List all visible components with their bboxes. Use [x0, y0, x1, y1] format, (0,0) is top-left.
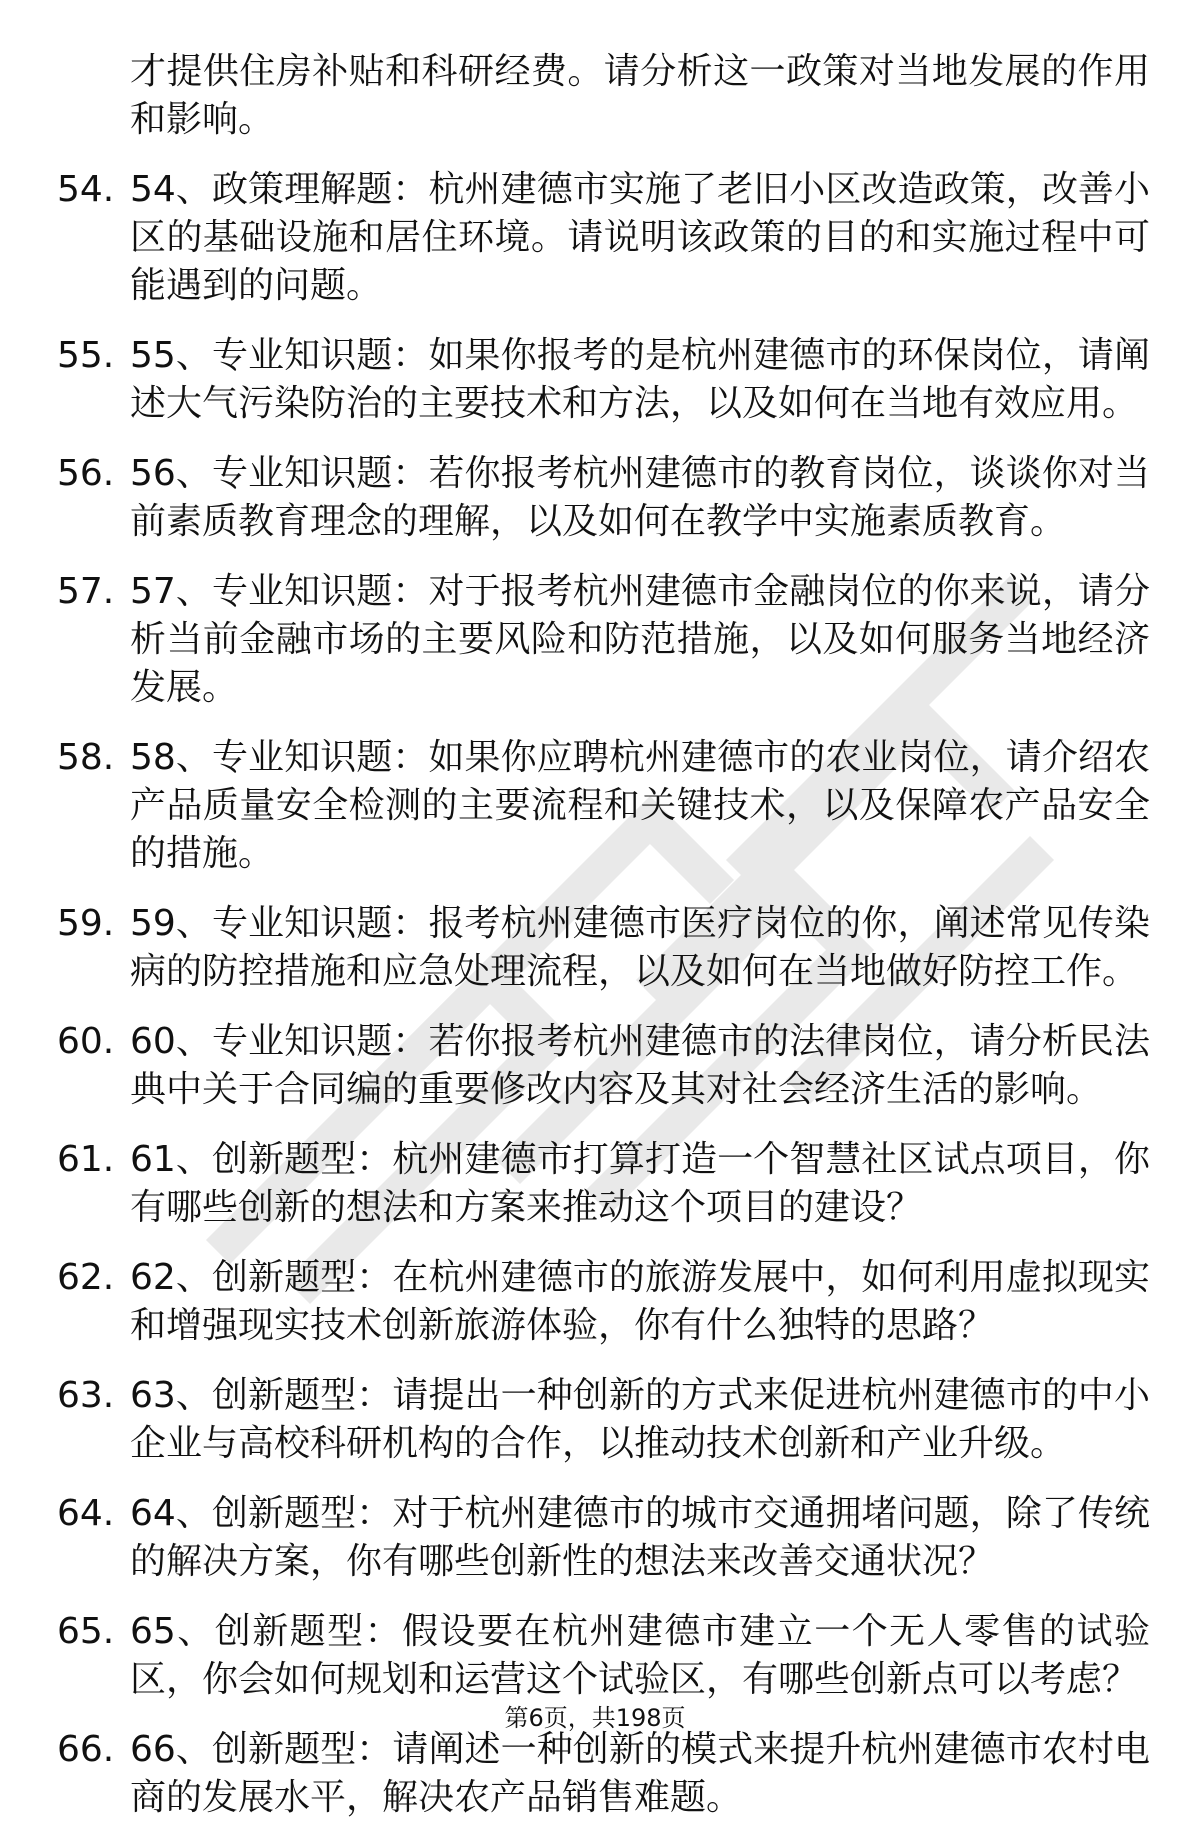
item-text: 55、专业知识题：如果你报考的是杭州建德市的环保岗位，请阐述大气污染防治的主要技术和方法，以及如何在当地有效应用。: [130, 335, 1150, 424]
item-text: 66、创新题型：请阐述一种创新的模式来提升杭州建德市农村电商的发展水平，解决农产品销售难题。: [130, 1729, 1150, 1818]
item-number: 63.: [57, 1375, 115, 1416]
list-item: [0, 166, 1190, 310]
list-item: [0, 1490, 1190, 1586]
item-text: 65、创新题型：假设要在杭州建德市建立一个无人零售的试验区，你会如何规划和运营这个试验区，有哪些创新点可以考虑？: [130, 1611, 1150, 1700]
list-item: [0, 332, 1190, 428]
item-text: 60、专业知识题：若你报考杭州建德市的法律岗位，请分析民法典中关于合同编的重要修改内容及其对社会经济生活的影响。: [130, 1021, 1150, 1110]
item-number: 59.: [57, 903, 115, 944]
item-number: 65.: [57, 1611, 115, 1652]
item-number: 60.: [57, 1021, 115, 1062]
question-list: [0, 48, 1190, 1844]
item-number: 61.: [57, 1139, 115, 1180]
list-item: [0, 1018, 1190, 1114]
list-item: [0, 1136, 1190, 1232]
item-text: 62、创新题型：在杭州建德市的旅游发展中，如何利用虚拟现实和增强现实技术创新旅游体验，你有什么独特的思路？: [130, 1257, 1150, 1346]
list-item: [0, 1726, 1190, 1822]
item-number: 66.: [57, 1729, 115, 1770]
item-text: 54、政策理解题：杭州建德市实施了老旧小区改造政策，改善小区的基础设施和居住环境。请说明该政策的目的和实施过程中可能遇到的问题。: [130, 169, 1150, 306]
item-text: 58、专业知识题：如果你应聘杭州建德市的农业岗位，请介绍农产品质量安全检测的主要流程和关键技术，以及保障农产品安全的措施。: [130, 737, 1150, 874]
item-number: 62.: [57, 1257, 115, 1298]
item-text: 56、专业知识题：若你报考杭州建德市的教育岗位，谈谈你对当前素质教育理念的理解，以及如何在教学中实施素质教育。: [130, 453, 1150, 542]
item-number: 54.: [57, 169, 115, 210]
item-number: 58.: [57, 737, 115, 778]
list-item: [0, 1608, 1190, 1704]
item-number: 57.: [57, 571, 115, 612]
continuation-paragraph: [0, 48, 1190, 144]
list-item: [0, 734, 1190, 878]
page-footer: 第6页，共198页: [504, 1704, 686, 1732]
item-text: 61、创新题型：杭州建德市打算打造一个智慧社区试点项目，你有哪些创新的想法和方案来推动这个项目的建设？: [130, 1139, 1150, 1228]
item-number: 56.: [57, 453, 115, 494]
item-text: 57、专业知识题：对于报考杭州建德市金融岗位的你来说，请分析当前金融市场的主要风险和防范措施，以及如何服务当地经济发展。: [130, 571, 1150, 708]
item-number: 64.: [57, 1493, 115, 1534]
item-text: 64、创新题型：对于杭州建德市的城市交通拥堵问题，除了传统的解决方案，你有哪些创新性的想法来改善交通状况？: [130, 1493, 1150, 1582]
item-number: 55.: [57, 335, 115, 376]
continuation-text: 才提供住房补贴和科研经费。请分析这一政策对当地发展的作用和影响。: [130, 51, 1150, 140]
list-item: [0, 568, 1190, 712]
list-item: [0, 1254, 1190, 1350]
list-item: [0, 900, 1190, 996]
list-item: [0, 450, 1190, 546]
list-item: [0, 1372, 1190, 1468]
item-text: 59、专业知识题：报考杭州建德市医疗岗位的你，阐述常见传染病的防控措施和应急处理流程，以及如何在当地做好防控工作。: [130, 903, 1150, 992]
item-text: 63、创新题型：请提出一种创新的方式来促进杭州建德市的中小企业与高校科研机构的合作，以推动技术创新和产业升级。: [130, 1375, 1150, 1464]
